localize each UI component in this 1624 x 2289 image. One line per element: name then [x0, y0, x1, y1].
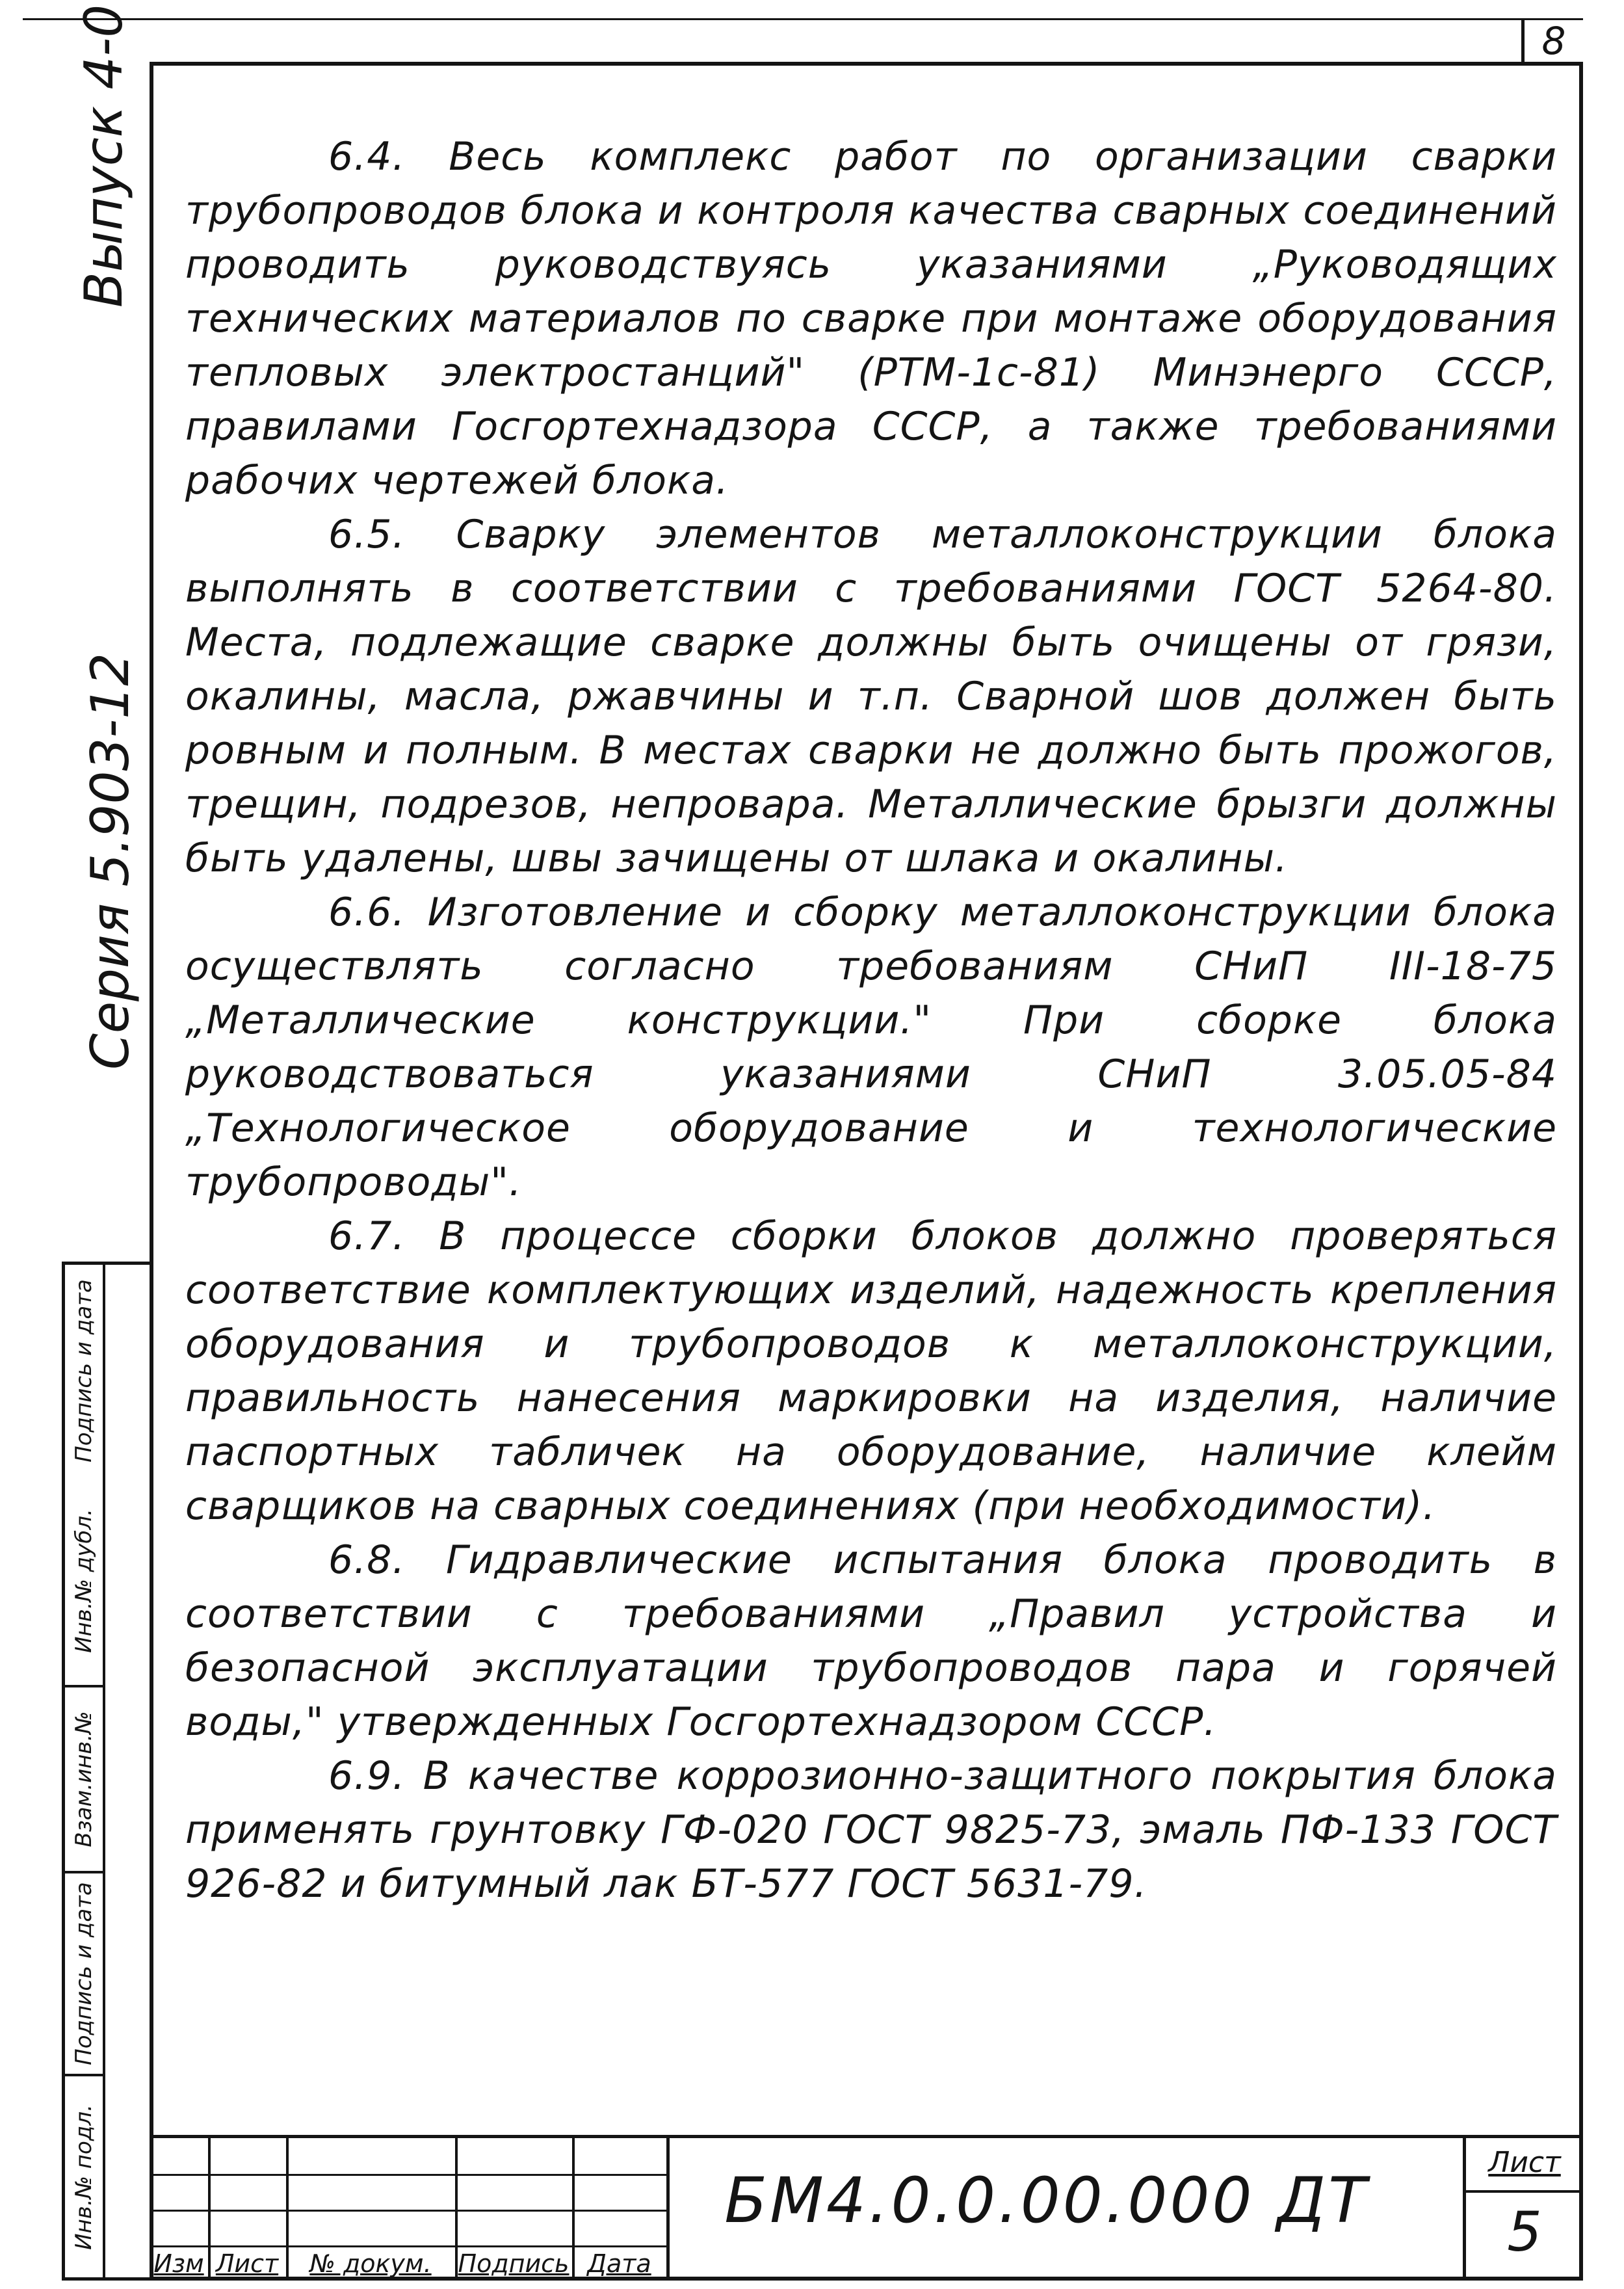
stamp-cell-signature-date: [65, 1873, 103, 2076]
stamp-cell-replacement-inv: [65, 1687, 103, 1873]
stamp-label: Подпись и дата: [71, 1882, 97, 2065]
header-sheet: Лист: [215, 2249, 279, 2278]
stamp-label: Инв.№ подл.: [71, 2104, 97, 2250]
revision-row-line: [150, 2174, 666, 2176]
revision-table: [150, 2138, 670, 2281]
stamp-cell-inv-original: [65, 2076, 103, 2281]
sheet-box-divider: [1466, 2190, 1583, 2193]
paragraph-6-4: 6.4. Весь комплекс работ по организации сварки трубопроводов блока и контроля качества сварных соединений проводить руководствуясь указаниями „Руководящих технических материалов по сварке при монтаже оборудования тепловых электростанций" (РТМ-1с-81) Минэнерго СССР, правилами Госгортехнадзора СССР, а также требованиями рабочих чертежей блока.: [185, 134, 1557, 503]
page-number: 8: [1521, 20, 1583, 62]
stamp-column-divider: [103, 1265, 105, 2277]
paragraph-6-5: 6.5. Сварку элементов металлоконструкции блока выполнять в соответствии с требованиями ГОСТ 5264-80. Места, подлежащие сварке должны быть очищены от грязи, окалины, масла, ржавчины и т.п. Сварной шов должен быть ровным и полным. В местах сварки не должно быть прожогов, трещин, подрезов, непровара. Металлические брызги должны быть удалены, швы зачищены от шлака и окалины.: [185, 512, 1557, 881]
revision-row-line: [150, 2245, 666, 2247]
header-document-no: № докум.: [309, 2249, 432, 2278]
paragraph-6-9: 6.9. В качестве коррозионно-защитного покрытия блока применять грунтовку ГФ-020 ГОСТ 9825-73, эмаль ПФ-133 ГОСТ 926-82 и битумный лак БТ-577 ГОСТ 5631-79.: [185, 1753, 1557, 1907]
paragraph-6-8: 6.8. Гидравлические испытания блока проводить в соответствии с требованиями „Правил устройства и безопасной эксплуатации трубопроводов пара и горячей воды," утвержденных Госгортехнадзором СССР.: [185, 1537, 1557, 1745]
document-code: БМ4.0.0.00.000 ДТ: [724, 2164, 1369, 2237]
document-body: [185, 130, 1557, 1911]
sheet-label: Лист: [1488, 2146, 1561, 2179]
header-signature: Подпись: [458, 2249, 570, 2278]
series-label: Серия 5.903-12: [80, 652, 140, 1070]
stamp-label: Взам.инв.№: [71, 1711, 97, 1847]
top-border-line: [23, 18, 1583, 20]
title-block: [150, 2135, 1583, 2281]
paragraph-6-7: 6.7. В процессе сборки блоков должно проверяться соответствие комплектующих изделий, надежность крепления оборудования и трубопроводов к металлоконструкции, правильность нанесения маркировки на изделия, наличие паспортных табличек на оборудование, наличие клейм сварщиков на сварных соединениях (при необходимости).: [185, 1213, 1557, 1529]
stamp-label: Подпись и дата: [71, 1278, 97, 1462]
paragraph-6-6: 6.6. Изготовление и сборку металлоконструкции блока осуществлять согласно требованиям СНиП III-18-75 „Металлические конструкции." При сборке блока руководствоваться указаниями СНиП 3.05.05-84 „Технологическое оборудование и технологические трубопроводы".: [185, 890, 1557, 1205]
stamp-cell-inv-duplicate: [65, 1476, 103, 1687]
sheet-number: 5: [1507, 2200, 1542, 2264]
header-date: Дата: [587, 2249, 651, 2278]
approval-stamp-strip: [62, 1262, 150, 2281]
stamp-cell-signature-date-2: [65, 1265, 103, 1476]
issue-label: Выпуск 4-0: [73, 4, 134, 308]
revision-row-line: [150, 2210, 666, 2212]
header-change: Изм: [153, 2249, 204, 2278]
sheet-number-box: [1463, 2138, 1583, 2281]
stamp-label: Инв.№ дубл.: [71, 1508, 97, 1653]
